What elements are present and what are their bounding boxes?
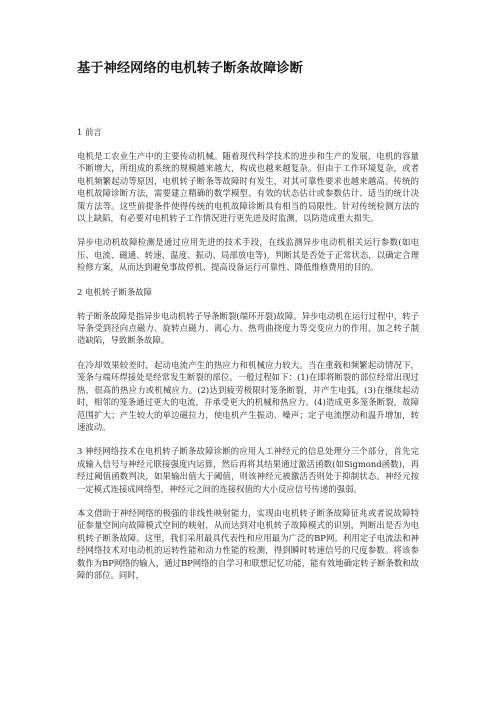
spacer — [77, 347, 419, 359]
spacer — [77, 495, 419, 507]
spacer — [77, 138, 419, 150]
spacer — [77, 78, 419, 126]
paragraph: 异步电动机故障检测是通过应用先进的技术手段，在线监测异步电动机相关运行参数(如电压、电流、磁通、转速、温度、振动、局部放电等)，判断其是否处于正常状态，以确定合理检修方案，从而达到避免事故停机、提高设备运行可靠性、降低维修费用的目的。 — [77, 237, 419, 273]
document-title: 基于神经网络的电机转子断条故障诊断 — [77, 61, 303, 76]
spacer — [77, 274, 419, 286]
paragraph-neural-network-intro: 3 神经网络技术在电机转子断条故障诊断的应用人工神经元的信息处理分三个部分，首先完成输入信号与神经元联接强度内运算，然后再将其结果通过激活函数(如Sigmond函数)，再经过阈值函数判决，如果输出值大于阈值，则该神经元被激活否则处于抑制状态。神经元按一定模式连接成网络型，神经元之间的连接权值的大小反应信号传递的强弱。 — [77, 446, 419, 494]
paragraph: 在冷却效果较差时，起动电流产生的热应力和机械应力较大。当在重载和频繁起动情况下，笼条与端环焊接处是经常发生断裂的部位。一般过程如下：(1)在即将断裂的部位经常出现过热，很高的热应力或机械应力。(2)达到疲劳极限时笼条断裂，并产生电弧。(3)在继续起动时，相邻的笼条通过更大的电流，并承受更大的机械和热应力。(4)造成更多笼条断裂，故障范围扩大；产生较大的单边磁拉力，使电机产生振动、噪声；定子电流摆动和温升增加，转速波动。 — [77, 359, 419, 432]
paragraph: 转子断条故障是指异步电动机转子导条断裂(端环开裂)故障。异步电动机在运行过程中，转子导条受到径向点磁力、旋转点磁力、离心力、热弯曲挠度力等交变应力的作用，加之转子制造缺陷，导致断条故障。 — [77, 310, 419, 346]
section-heading-intro: 1 前言 — [77, 127, 102, 137]
section-heading-rotor-fault: 2 电机转子断条故障 — [77, 286, 152, 297]
paragraph: 电机是工农业生产中的主要传动机械。随着现代科学技术的进步和生产的发展，电机的容量不断增大，所组成的系统的规模越来越大，构成也越来越复杂。但由于工作环境复杂，或者电机频繁起动等原因，电机转子断条等故障时有发生，对其可靠性要求也越来越高。传统的电机故障诊断方法，需要建立精确的数学模型、有效的状态估计或参数估计、适当的统计决策方法等。这些前提条件使得传统的电机故障诊断具有相当的局限性。针对传统检测方法的以上缺陷，有必要对电机转子工作情况进行更先进及时监测，以防造成重大损失。 — [77, 151, 419, 224]
spacer — [77, 224, 419, 236]
spacer — [77, 433, 419, 445]
paragraph: 本文借助于神经网络的极强的非线性映射能力，实现由电机转子断条故障征兆或者说故障特征参量空间向故障模式空间的映射，从而达到对电机转子故障模式的识别，判断出是否为电机转子断条故障。这里，我们采用最具代表性和应用最为广泛的BP网。利用定子电流法和神经网络技术对电动机的运转性能和动力性能的检测，得到瞬时转速信号的尺度参数。将该参数作为BP网络的输入，通过BP网络的自学习和联想记忆功能，能有效地确定转子断条数和故障的部位。同时， — [77, 507, 419, 580]
spacer — [77, 298, 419, 310]
